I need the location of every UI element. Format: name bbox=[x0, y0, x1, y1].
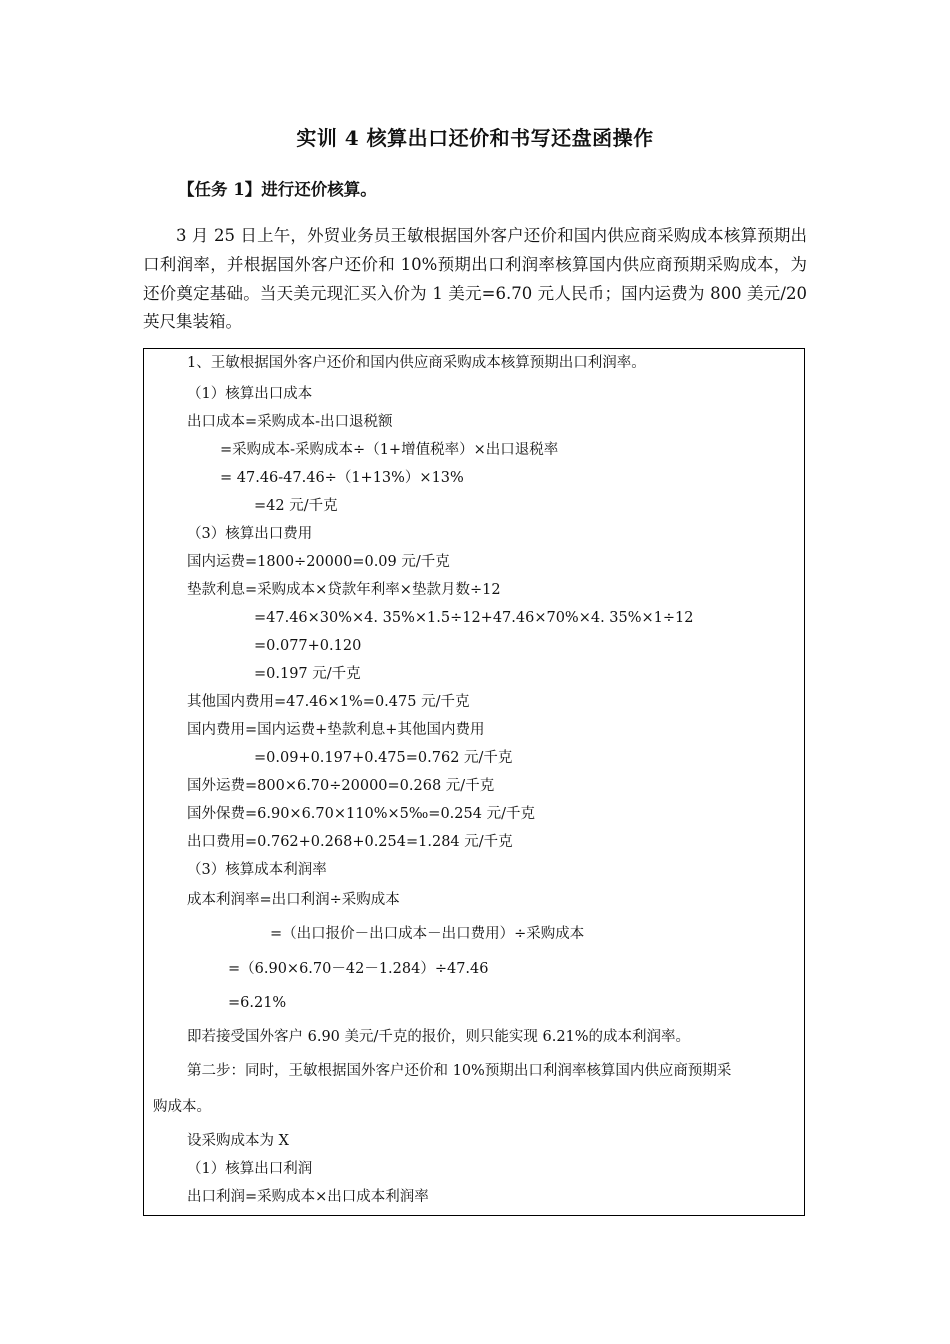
calc-line: 其他国内费用=47.46×1%=0.475 元/千克 bbox=[187, 694, 470, 710]
calc-line: 成本利润率=出口利润÷采购成本 bbox=[187, 892, 400, 908]
calc-line: 购成本。 bbox=[153, 1099, 211, 1115]
task-heading: 【任务 1】进行还价核算。 bbox=[178, 180, 377, 199]
calc-line: =47.46×30%×4. 35%×1.5÷12+47.46×70%×4. 35%×1÷12 bbox=[254, 610, 694, 626]
calc-line: 国内费用=国内运费+垫款利息+其他国内费用 bbox=[187, 722, 485, 738]
calc-line: 即若接受国外客户 6.90 美元/千克的报价，则只能实现 6.21%的成本利润率。 bbox=[187, 1029, 691, 1045]
calc-line: = 47.46-47.46÷（1+13%）×13% bbox=[220, 470, 464, 486]
calc-line: =6.21% bbox=[228, 995, 287, 1011]
calc-line: （3）核算成本利润率 bbox=[187, 862, 327, 878]
calc-line: 垫款利息=采购成本×贷款年利率×垫款月数÷12 bbox=[187, 582, 501, 598]
calc-line: =采购成本-采购成本÷（1+增值税率）×出口退税率 bbox=[220, 442, 559, 458]
calc-line: =（6.90×6.70－42－1.284）÷47.46 bbox=[228, 961, 489, 977]
calc-line: =0.077+0.120 bbox=[254, 638, 362, 654]
calc-line: 第二步：同时，王敏根据国外客户还价和 10%预期出口利润率核算国内供应商预期采 bbox=[187, 1063, 732, 1079]
calc-line: 国外运费=800×6.70÷20000=0.268 元/千克 bbox=[187, 778, 495, 794]
calc-line: （1）核算出口成本 bbox=[187, 386, 313, 402]
calc-line: （1）核算出口利润 bbox=[187, 1161, 313, 1177]
calc-line: 设采购成本为 X bbox=[187, 1133, 289, 1149]
page-title: 实训 4 核算出口还价和书写还盘函操作 bbox=[296, 126, 654, 150]
calc-line: （3）核算出口费用 bbox=[187, 526, 313, 542]
calc-line: 出口利润=采购成本×出口成本利润率 bbox=[187, 1189, 429, 1205]
intro-paragraph bbox=[143, 222, 807, 337]
calc-line: 国内运费=1800÷20000=0.09 元/千克 bbox=[187, 554, 450, 570]
calculation-box bbox=[143, 348, 805, 1216]
calc-line: 出口费用=0.762+0.268+0.254=1.284 元/千克 bbox=[187, 834, 513, 850]
calc-line: =0.197 元/千克 bbox=[254, 666, 361, 682]
calc-line: 1、王敏根据国外客户还价和国内供应商采购成本核算预期出口利润率。 bbox=[187, 355, 646, 371]
calc-line: 出口成本=采购成本-出口退税额 bbox=[187, 414, 393, 430]
calc-line: 国外保费=6.90×6.70×110%×5‰=0.254 元/千克 bbox=[187, 806, 535, 822]
intro-text: 3 月 25 日上午，外贸业务员王敏根据国外客户还价和国内供应商采购成本核算预期出口利润率，并根据国外客户还价和 10%预期出口利润率核算国内供应商预期采购成本，为还价奠定基础。当天美元现汇买入价为 1 美元=6.70 元人民币；国内运费为 800 美元/20 英尺集装箱。 bbox=[143, 226, 807, 332]
calc-line: =（出口报价－出口成本－出口费用）÷采购成本 bbox=[270, 926, 585, 942]
calc-line: =0.09+0.197+0.475=0.762 元/千克 bbox=[254, 750, 513, 766]
calc-line: =42 元/千克 bbox=[254, 498, 338, 514]
